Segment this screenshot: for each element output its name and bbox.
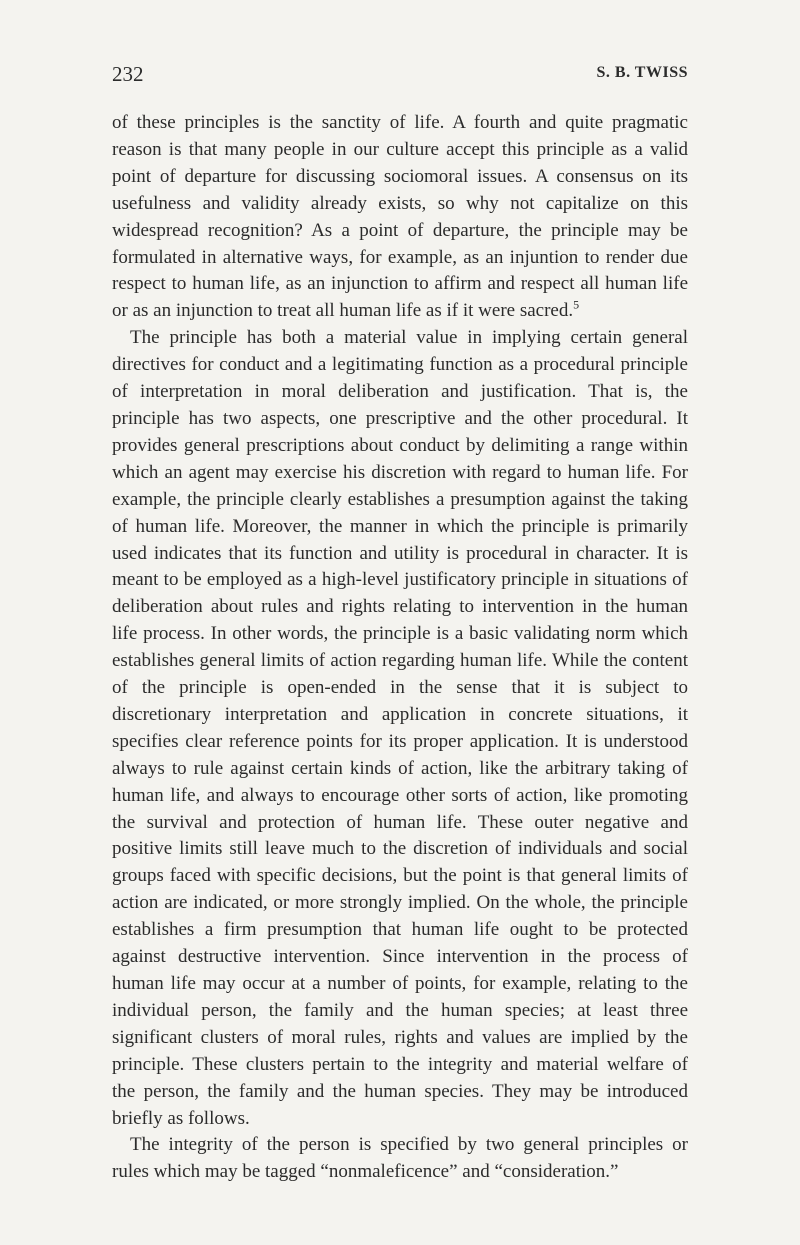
text-line <box>112 541 688 568</box>
line-text: of these principles is the sanctity of life. A fourth and quite pragmatic <box>112 112 688 133</box>
line-text: or as an injunction to treat all human life as if it were sacred. <box>112 300 574 322</box>
line-text: action are indicated, or more strongly implied. On the whole, the principle <box>112 892 688 914</box>
line-text: provides general prescriptions about conduct by delimiting a range within <box>112 434 688 456</box>
line-text: human life may occur at a number of points, for example, relating to the <box>112 973 688 994</box>
text-line <box>112 648 688 675</box>
text-line <box>112 863 688 890</box>
line-text: discretionary interpretation and application in concrete situations, it <box>112 703 688 725</box>
line-text: The principle has both a material value in implying certain general <box>130 327 688 349</box>
text-line <box>112 836 688 863</box>
paragraph <box>112 110 688 325</box>
line-text: which an agent may exercise his discretion with regard to human life. For <box>112 461 688 483</box>
text-line <box>112 944 688 971</box>
text-line <box>112 1159 688 1186</box>
text-line <box>112 675 688 702</box>
text-line <box>112 433 688 460</box>
line-text: meant to be employed as a high-level justificatory principle in situations of <box>112 569 688 591</box>
text-line <box>112 917 688 944</box>
text-line <box>112 998 688 1025</box>
line-text: widespread recognition? As a point of departure, the principle may be <box>112 219 688 241</box>
line-text: usefulness and validity already exists, so why not capitalize on this <box>112 192 688 214</box>
text-line <box>112 702 688 729</box>
running-head: S. B. TWISS <box>596 64 688 81</box>
text-line <box>112 137 688 164</box>
text-line <box>112 756 688 783</box>
body-text <box>112 110 688 1186</box>
text-line <box>112 594 688 621</box>
line-text: life process. In other words, the principle is a basic validating norm which <box>112 623 688 645</box>
line-text: against destructive intervention. Since intervention in the process of <box>112 946 688 968</box>
paragraph <box>112 1132 688 1186</box>
line-text: respect to human life, as an injunction to affirm and respect all human life <box>112 273 688 295</box>
line-text: groups faced with specific decisions, but the point is that general limits of <box>112 865 688 887</box>
line-text: of the principle is open-ended in the sense that it is subject to <box>112 677 688 699</box>
line-text: the person, the family and the human species. They may be introduced <box>112 1080 688 1102</box>
footnote-mark: 5 <box>573 298 580 313</box>
line-text: of interpretation in moral deliberation and justification. That is, the <box>112 381 688 403</box>
line-text: human life, and always to encourage other sorts of action, like promoting <box>112 784 688 806</box>
line-text: establishes general limits of action regarding human life. While the content <box>112 650 688 672</box>
line-text: always to rule against certain kinds of action, like the arbitrary taking of <box>112 757 688 779</box>
line-text: principle. These clusters pertain to the integrity and material welfare of <box>112 1053 688 1075</box>
line-text: of human life. Moreover, the manner in which the principle is primarily <box>112 515 688 537</box>
text-line <box>112 1025 688 1052</box>
line-text: directives for conduct and a legitimating function as a procedural principle <box>112 354 688 376</box>
line-text: rules which may be tagged “nonmaleficence” and “consideration.” <box>112 1161 619 1183</box>
line-text: example, the principle clearly establishes a presumption against the taking <box>112 488 688 510</box>
line-text: deliberation about rules and rights relating to intervention in the human <box>112 596 688 618</box>
text-line <box>112 1106 688 1133</box>
text-line <box>112 810 688 837</box>
line-text: briefly as follows. <box>112 1107 250 1129</box>
line-text: individual person, the family and the human species; at least three <box>112 999 688 1021</box>
line-text: specifies clear reference points for its proper application. It is understood <box>112 730 688 752</box>
page-header <box>112 62 688 98</box>
line-text: used indicates that its function and utility is procedural in character. It is <box>112 542 688 564</box>
line-text: positive limits still leave much to the discretion of individuals and social <box>112 838 688 860</box>
text-line <box>112 567 688 594</box>
text-line <box>112 164 688 191</box>
line-text: principle has two aspects, one prescriptive and the other procedural. It <box>112 407 688 429</box>
text-line <box>112 621 688 648</box>
line-text: formulated in alternative ways, for example, as an injuntion to render due <box>112 246 688 268</box>
text-line <box>112 325 688 352</box>
line-text: establishes a firm presumption that human life ought to be protected <box>112 919 688 941</box>
text-line <box>112 1079 688 1106</box>
text-line <box>112 379 688 406</box>
line-text: point of departure for discussing sociomoral issues. A consensus on its <box>112 165 688 187</box>
text-line <box>112 487 688 514</box>
text-line <box>112 218 688 245</box>
paragraph <box>112 325 688 1132</box>
text-line <box>112 729 688 756</box>
text-line <box>112 971 688 998</box>
text-line <box>112 406 688 433</box>
text-line <box>112 110 688 137</box>
line-text: reason is that many people in our culture accept this principle as a valid <box>112 138 688 160</box>
text-line <box>112 298 688 325</box>
text-line <box>112 890 688 917</box>
text-line <box>112 1132 688 1159</box>
text-line <box>112 1052 688 1079</box>
line-text: the survival and protection of human life. These outer negative and <box>112 811 688 833</box>
line-text: The integrity of the person is specified by two general principles or <box>130 1134 688 1156</box>
text-line <box>112 245 688 272</box>
text-line <box>112 460 688 487</box>
line-text: significant clusters of moral rules, rights and values are implied by the <box>112 1026 688 1048</box>
text-line <box>112 783 688 810</box>
text-line <box>112 514 688 541</box>
page-number: 232 <box>112 62 144 86</box>
text-line <box>112 271 688 298</box>
text-line <box>112 191 688 218</box>
text-line <box>112 352 688 379</box>
